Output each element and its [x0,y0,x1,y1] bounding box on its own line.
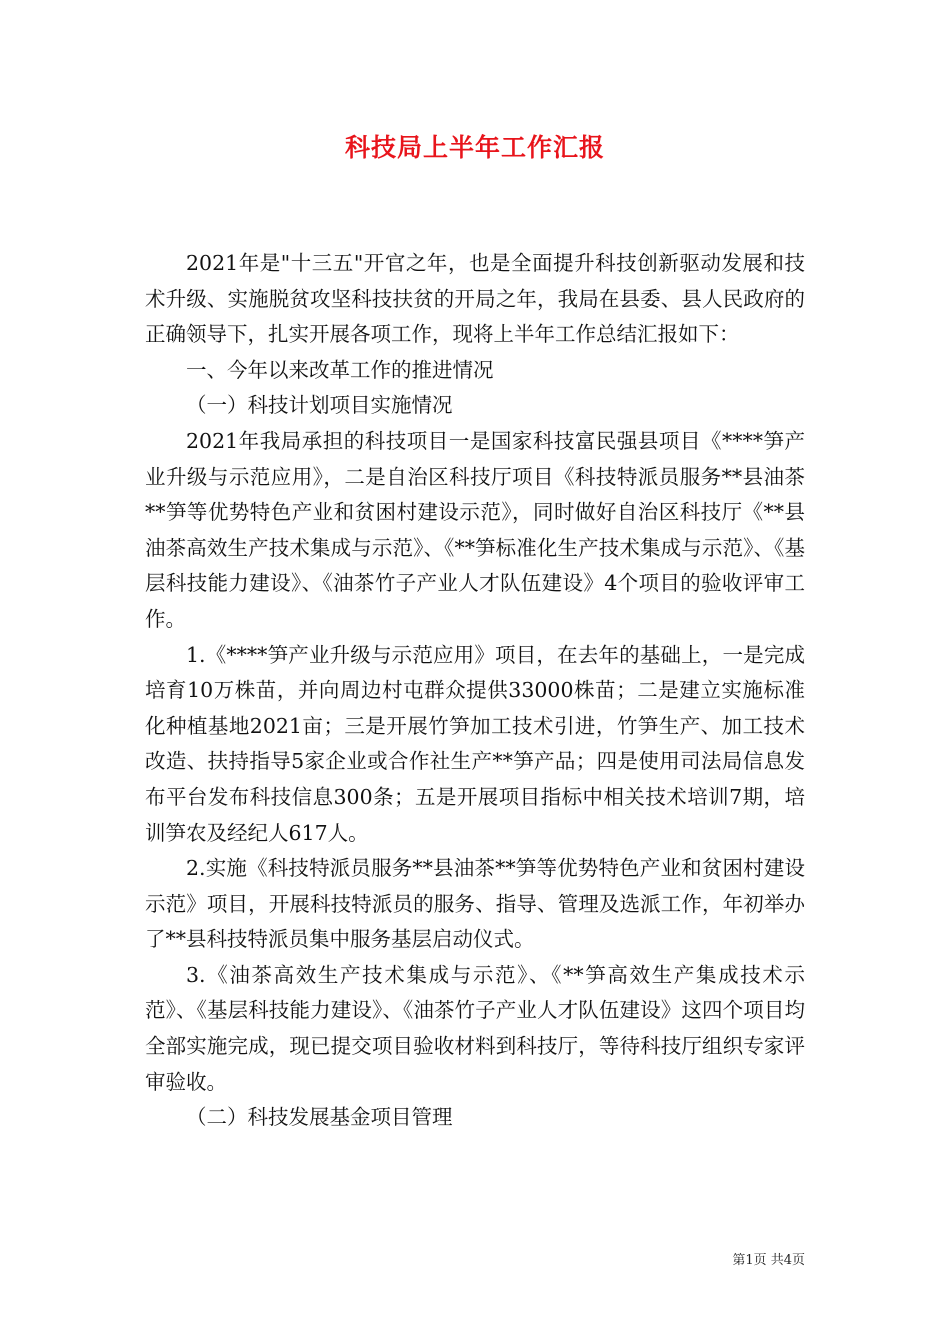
document-title: 科技局上半年工作汇报 [344,133,605,162]
paragraph-item-1: 1.《****笋产业升级与示范应用》项目，在去年的基础上，一是完成培育10万株苗，并向周边村屯群众提供33000株苗；二是建立实施标准化种植基地2021亩；三是开展竹笋加工技术引进，竹笋生产、加工技术改造、扶持指导5家企业或合作社生产**笋产品；四是使用司法局信息发布平台发布科技信息300条；五是开展项目指标中相关技术培训7期，培训笋农及经纪人617人。 [145,642,805,845]
subsection-heading-2: （二）科技发展基金项目管理 [186,1105,453,1130]
paragraph-projects: 2021年我局承担的科技项目一是国家科技富民强县项目《****笋产业升级与示范应用》，二是自治区科技厅项目《科技特派员服务**县油茶**笋等优势特色产业和贫困村建设示范》，同时做好自治区科技厅《**县油茶高效生产技术集成与示范》、《**笋标准化生产技术集成与示范》、《基层科技能力建设》、《油茶竹子产业人才队伍建设》4个项目的验收评审工作。 [145,428,805,631]
section-heading-1: 一、今年以来改革工作的推进情况 [186,357,494,382]
paragraph-item-2: 2.实施《科技特派员服务**县油茶**笋等优势特色产业和贫困村建设示范》项目，开展科技特派员的服务、指导、管理及选派工作，年初举办了**县科技特派员集中服务基层启动仪式。 [145,856,805,952]
paragraph-intro: 2021年是"十三五"开官之年，也是全面提升科技创新驱动发展和技术升级、实施脱贫攻坚科技扶贫的开局之年，我局在县委、县人民政府的正确领导下，扎实开展各项工作，现将上半年工作总结汇报如下： [145,251,805,347]
document-body [145,246,805,1136]
subsection-heading-1: （一）科技计划项目实施情况 [186,393,453,418]
page-number: 第1页 共4页 [732,1253,805,1268]
paragraph-item-3: 3.《油茶高效生产技术集成与示范》、《**笋高效生产集成技术示范》、《基层科技能力建设》、《油茶竹子产业人才队伍建设》这四个项目均全部实施完成，现已提交项目验收材料到科技厅，等待科技厅组织专家评审验收。 [145,962,805,1094]
